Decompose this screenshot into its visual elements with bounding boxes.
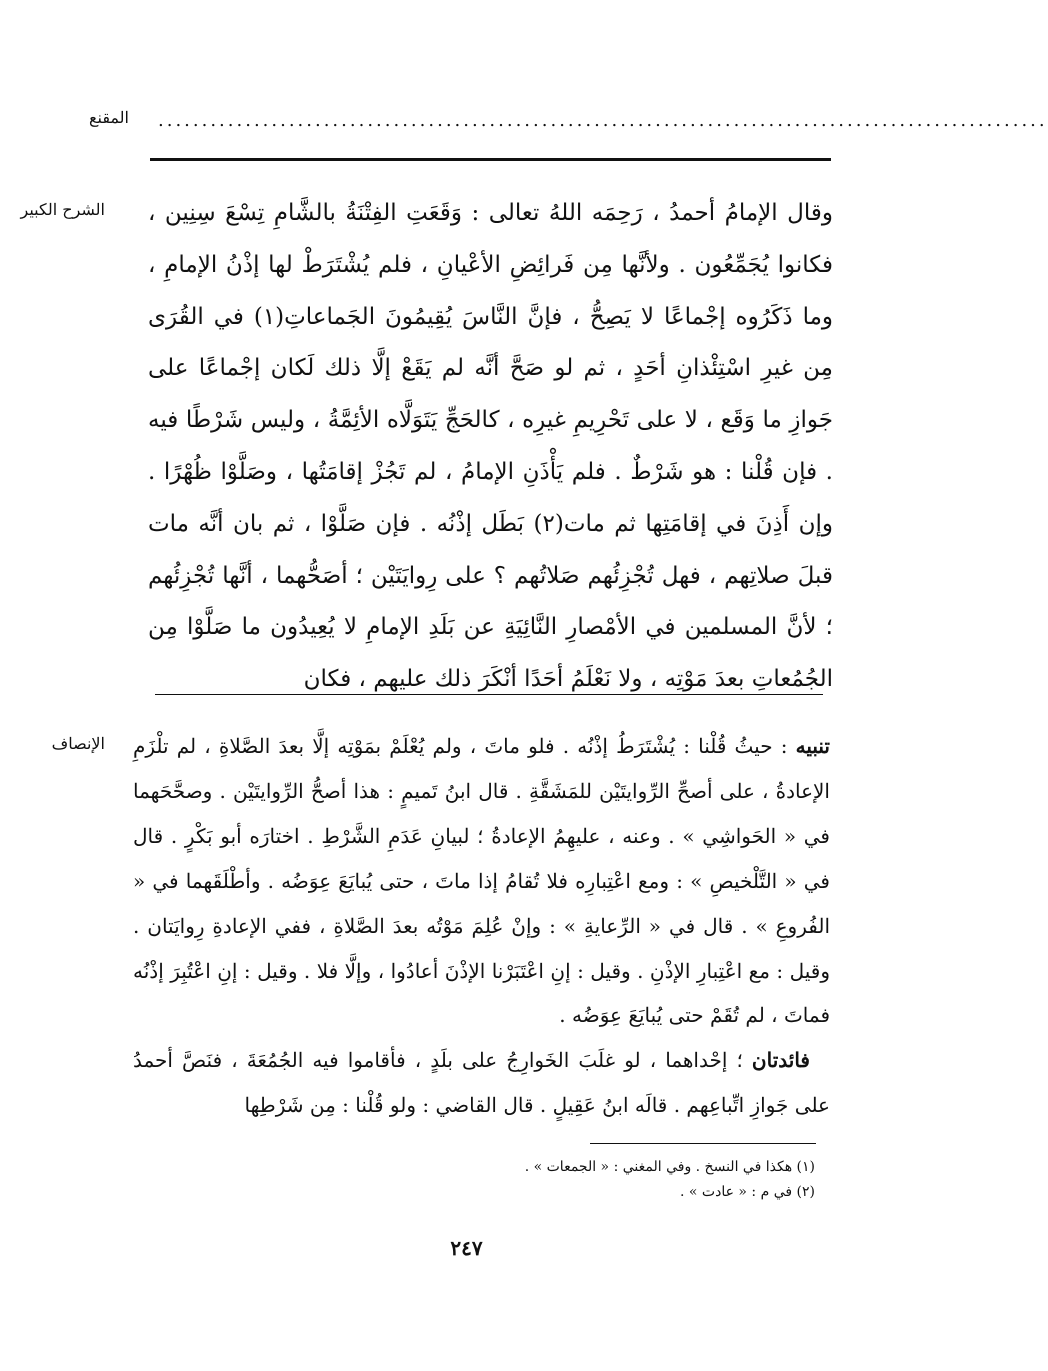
margin-label-sharh: الشرح الكبير <box>20 200 105 219</box>
tanbih-paragraph <box>133 724 830 1038</box>
fawaid-paragraph <box>133 1038 830 1128</box>
fawaid-label: فائدتان <box>751 1048 810 1073</box>
header-rule <box>150 158 831 161</box>
header-dotted-leader: ...................................................................................................... <box>158 110 1048 131</box>
footnote-1: (١) هكذا في النسخ . وفي المغني : « الجمعات » . <box>524 1159 815 1175</box>
main-commentary-text <box>148 188 833 706</box>
footnote-rule <box>590 1143 816 1144</box>
header-book-title: المقنع <box>88 108 129 127</box>
page-number: ٢٤٧ <box>450 1236 483 1260</box>
footnotes <box>295 1155 815 1205</box>
insaf-text <box>133 724 830 1128</box>
fawaid-text: ؛ إحْداهما ، لو غلَبَ الخَوارِجُ على بلَدٍ ، فأقاموا فيه الجُمُعَةَ ، فنَصَّ أحمدُ على جَوازِ اتِّباعِهم . قالَه ابنُ عَقِيلٍ . قال القاضي : ولو قُلْنا : مِن شَرْطِها <box>133 1048 830 1118</box>
tanbih-label: تنبيه <box>795 734 830 758</box>
margin-label-insaf: الإنصاف <box>51 734 105 753</box>
footnote-2: (٢) في م : « عادت » . <box>680 1184 815 1200</box>
tanbih-text: : حيثُ قُلْنا : يُشْتَرَطُ إذْنُه . فلو ماتَ ، ولم يُعْلَمْ بمَوْتِه إلَّا بعدَ الصَّلاةِ ، لم تلْزَمِ الإعادةُ ، على أصحِّ الرِّوايتَيْن للمَشَقَّةِ . قال ابنُ تَميمٍ : هذا أصحُّ الرِّوايتَيْن . وصحَّحَهما في « الحَواشِي » . وعنه ، عليهِمُ الإعادةُ ؛ لبيانِ عَدَمِ الشَّرْطِ . اختارَه أبو بَكْرٍ . قال في « التَّلْخيصِ » : ومع اعْتِبارِه فلا تُقامُ إذا ماتَ ، حتى يُبايَعَ عِوَضُه . وأطْلَقَهما في « الفُروعِ » . قال في « الرِّعايةِ » : وإنْ عُلِمَ مَوْتُه بعدَ الصَّلاةِ ، ففي الإعادةِ رِوايَتان . وقيل : مع اعْتِبارِ الإذْنِ . وقيل : إنِ اعْتَبَرْنا الإذْنَ أعادُوا ، وإلَّا فلا . وقيل : إنِ اعْتُبِرَ إذْنُه فماتَ ، لم تُقَمْ حتى يُبايَعَ عِوَضُه . <box>133 734 830 1028</box>
section-divider <box>155 694 823 695</box>
main-paragraph: وقال الإمامُ أحمدُ ، رَحِمَه اللهُ تعالى : وَقَعَتِ الفِتْنَةُ بالشَّامِ تِسْعَ سِنِين ، فكانوا يُجَمِّعُون . ولأنَّها مِن فَرائِضِ الأعْيانِ ، فلم يُشْتَرَطْ لها إذْنُ الإمامِ ، وما ذَكَرُوه إجْماعًا لا يَصِحُّ ، فإنَّ النَّاسَ يُقِيمُونَ الجَماعاتِ(١) في القُرَى مِن غيرِ اسْتِئْذانِ أحَدٍ ، ثم لو صَحَّ أنَّه لم يَقَعْ إلَّا ذلك لَكان إجْماعًا على جَوازِ ما وَقَع ، لا على تَحْرِيمِ غيرِه ، كالحَجِّ يَتَوَلَّاه الأئِمَّةُ ، وليس شَرْطًا فيه . فإن قُلْنا : هو شَرْطٌ . فلم يَأْذَنِ الإمامُ ، لم تَجُزْ إقامَتُها ، وصَلَّوْا ظُهْرًا . وإن أَذِنَ في إقامَتِها ثم مات(٢) بَطَل إذْنُه . فإن صَلَّوْا ، ثم بان أنَّه مات قبلَ صلاتِهم ، فهل تُجْزِئُهم صَلاتُهم ؟ على رِوايَتَيْن ؛ أصَحُّهما ، أنَّها تُجْزِئُهم ؛ لأنَّ المسلمين في الأمْصارِ النَّائِيَةِ عن بَلَدِ الإمامِ لا يُعِيدُون ما صَلَّوْا مِن الجُمُعاتِ بعدَ مَوْتِه ، ولا نَعْلَمُ أحَدًا أنْكَرَ ذلك عليهم ، فكان <box>148 200 833 693</box>
